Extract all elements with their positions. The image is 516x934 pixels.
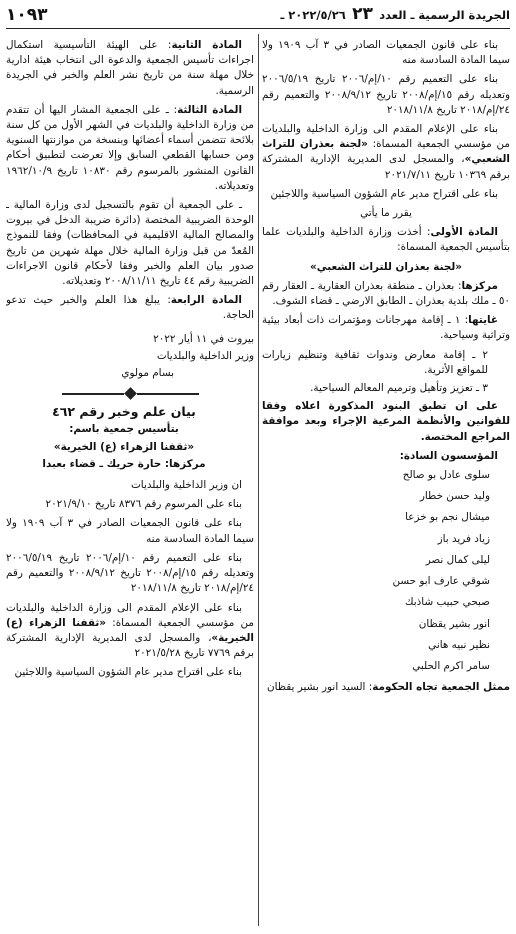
paragraph-circular-basis: بناء على التعميم رقم ١٠/إم/٢٠٠٦ تاريخ ٢٠٠٦/٥/١٩ وتعديله رقم ١٥/إم/٢٠٠٨ تاريخ ٢٠٠٨/٩/١٢ والتعميم رقم ٢٤/إم/٢٠١٨ تاريخ ٢٠١٨/١١/٨	[262, 73, 510, 116]
article-1	[262, 225, 510, 255]
paragraph-proposal: بناء على اقتراح مدير عام الشؤون السياسية واللاجئين	[270, 187, 498, 200]
founders-list	[262, 468, 510, 674]
goals-label: غايتها	[468, 314, 498, 327]
paragraph-ilam	[6, 601, 254, 662]
article-1-label: المادة الأولى	[430, 226, 498, 239]
article-3	[6, 103, 254, 194]
association-name: «لجنة بعذران للتراث الشعبي»	[310, 260, 462, 273]
ilam-pre: بناء على الإعلام المقدم الى وزارة الداخلية والبلديات من مؤسسي الجمعية المسماة:	[6, 601, 254, 629]
conditions-paragraph: على ان تطبق البنود المذكورة اعلاه وفقا للقوانين والأنظمة المرعية الإجراء وبعد موافقة المراجع المختصة.	[262, 400, 510, 443]
article-4-text: : يبلغ هذا العلم والخبر حيث تدعو الحاجة.	[6, 294, 254, 322]
founder-name: سامر اكرم الحلبي	[412, 659, 490, 672]
signature-place-date: بيروت في ١١ أيار ٢٠٢٢	[153, 332, 254, 345]
notice-subtitle: بتأسيس جمعية باسم:	[69, 423, 179, 436]
ilam-assoc-name: «لجنة بعذران للتراث الشعبي»	[262, 138, 510, 166]
founder-name: انور بشير يقظان	[418, 617, 490, 630]
paragraph-ilam	[262, 122, 510, 183]
goals-text: : ١ ـ إقامة مهرجانات ومؤتمرات ذات أبعاد بيئية وتراثية وسياحية.	[262, 314, 510, 342]
paragraph-law-basis: بناء على قانون الجمعيات الصادر في ٣ آب ١٩٠٩ ولا سيما المادة السادسة منه	[6, 517, 254, 545]
article-3-label: المادة الثالثة	[177, 103, 243, 116]
ornament-line	[137, 393, 199, 395]
founder-name: ليلى كمال نصر	[425, 553, 490, 566]
article-2-text: : على الهيئة التأسيسية استكمال اجراءات تأسيس الجمعية والدعوة الى انتخاب هيئة ادارية خلال مهلة سنة من تاريخ نشر العلم والخبر في الجريدة الرسمية.	[6, 39, 254, 97]
ornament-line	[62, 393, 124, 395]
header-title-group	[280, 4, 510, 25]
hq-label: مركزها	[461, 279, 498, 292]
issue-number: ٢٣	[352, 4, 373, 25]
founder-name: زياد فريد باز	[437, 532, 490, 545]
page-header	[6, 4, 510, 29]
ilam-post: ، والمسجل لدى المديرية الإدارية المشتركة برقم ٧٧٦٩ تاريخ ٢٠٢١/٥/٢٨	[6, 631, 254, 660]
goal-item: ٢ ـ إقامة معارض وندوات ثقافية وتنظيم زيارات للمواقع الأثرية.	[262, 348, 488, 376]
article-4	[6, 293, 254, 323]
gazette-title: الجريدة الرسمية ـ العدد	[379, 8, 510, 23]
ilam-assoc-name: «ثقفنا الزهراء (ع) الخيرية»	[6, 616, 254, 644]
article-1-text: : أخذت وزارة الداخلية والبلديات علما بتأسيس الجمعية المسماة:	[262, 226, 510, 254]
right-column	[262, 38, 510, 930]
association-hq	[262, 279, 510, 309]
government-representative	[262, 680, 510, 695]
paragraph-proposal: بناء على اقتراح مدير عام الشؤون السياسية واللاجئين	[14, 666, 242, 679]
paragraph-minister: ان وزير الداخلية والبلديات	[131, 479, 242, 492]
article-2	[6, 38, 254, 99]
article-4-label: المادة الرابعة	[170, 294, 242, 307]
page-number: ١٠٩٣	[6, 5, 48, 26]
founders-label: المؤسسون السادة:	[399, 449, 498, 462]
signature-block	[6, 332, 254, 382]
founder-name: صبحي حبيب شاذبك	[405, 596, 490, 609]
founder-name: ميشال نجم بو خزعا	[405, 511, 490, 524]
notice-association-name: «ثقفنا الزهراء (ع) الخيرية»	[53, 440, 195, 453]
notice-hq: مركزها: حارة حريك ـ قضاء بعبدا	[42, 457, 206, 470]
article-3-tax-registration: ـ على الجمعية أن تقوم بالتسجيل لدى وزارة المالية ـ الوحدة الضريبية المختصة (دائرة ضريبة الدخل في بيروت والمصالح المالية الاقليمية في المحافظات) وفقا للنموذج المُعدّ من قبل وزارة المالية خلال مهلة شهرين من تاريخ صدور بيان العلم والخبر وفقا لأحكام قانون الاجراءات الضريبية رقم ٤٤ تاريخ ٢٠٠٨/١١/١١ وتعديلاته.	[6, 199, 254, 288]
signature-title: وزير الداخلية والبلديات	[156, 349, 254, 362]
decides-heading: يقرر ما يأتي	[360, 207, 412, 220]
gov-rep-label: ممثل الجمعية تجاه الحكومة	[372, 681, 510, 694]
notice-title: بيان علم وخبر رقم ٤٦٢	[52, 404, 196, 420]
article-2-label: المادة الثانية	[171, 39, 242, 51]
founder-name: شوقي عارف ابو حسن	[392, 575, 490, 588]
signature-name: بسام مولوي	[121, 367, 174, 380]
ornament-diamond	[124, 387, 137, 400]
paragraph-law-basis: بناء على قانون الجمعيات الصادر في ٣ آب ١٩٠٩ ولا سيما المادة السادسة منه	[262, 39, 510, 67]
paragraph-decree-basis: بناء على المرسوم رقم ٨٣٧٦ تاريخ ٢٠٢١/٩/١٠	[45, 498, 242, 511]
hq-text: : بعذران ـ منطقة بعذران العقارية ـ العقار رقم ٥٠ ـ ملك بلدية بعذران ـ الطابق الارضي ـ قضاء الشوف.	[262, 279, 510, 308]
ilam-post: ، والمسجل لدى المديرية الإدارية المشتركة برقم ١٠٣٦٩ تاريخ ٢٠٢١/٧/١١	[262, 153, 510, 181]
left-column	[6, 38, 254, 930]
article-3-text: : ـ على الجمعية المشار اليها أن تتقدم من وزارة الداخلية والبلديات في الشهر الأول من كل سنة بلائحة تتضمن أسماء أعضائها وبنسخة من موازنتها السنوية ومن حسابها القطعي السابق وإلا تعرضت لتطبيق أحكام القانون المنشور بالمرسوم رقم ١٠٨٣٠ تاريخ ١٩٦٢/١٠/٩ وتعديلاته.	[6, 103, 254, 192]
founder-name: نظير نبيه هاني	[428, 638, 490, 651]
founder-name: وليد حسن خطار	[419, 490, 490, 503]
section-ornament	[6, 389, 254, 398]
founder-name: سلوى عادل بو صالح	[402, 469, 490, 482]
paragraph-circular-basis: بناء على التعميم رقم ١٠/إم/٢٠٠٦ تاريخ ٢٠٠٦/٥/١٩ وتعديله رقم ١٥/إم/٢٠٠٨ تاريخ ٢٠٠٨/٩/١٢ والتعميم رقم ٢٤/إم/٢٠١٨ تاريخ ٢٠١٨/١١/٨	[6, 551, 254, 595]
gov-rep-text: : السيد انور بشير يقظان	[266, 681, 373, 694]
issue-date: ٢٠٢٢/٥/٢٦ ـ	[280, 8, 346, 23]
association-goals	[262, 313, 510, 343]
goal-item: ٣ ـ تعزيز وتأهيل وترميم المعالم السياحية.	[310, 382, 488, 395]
ilam-pre: بناء على الإعلام المقدم الى وزارة الداخلية والبلديات من مؤسسي الجمعية المسماة:	[262, 123, 510, 151]
column-divider	[258, 34, 259, 926]
